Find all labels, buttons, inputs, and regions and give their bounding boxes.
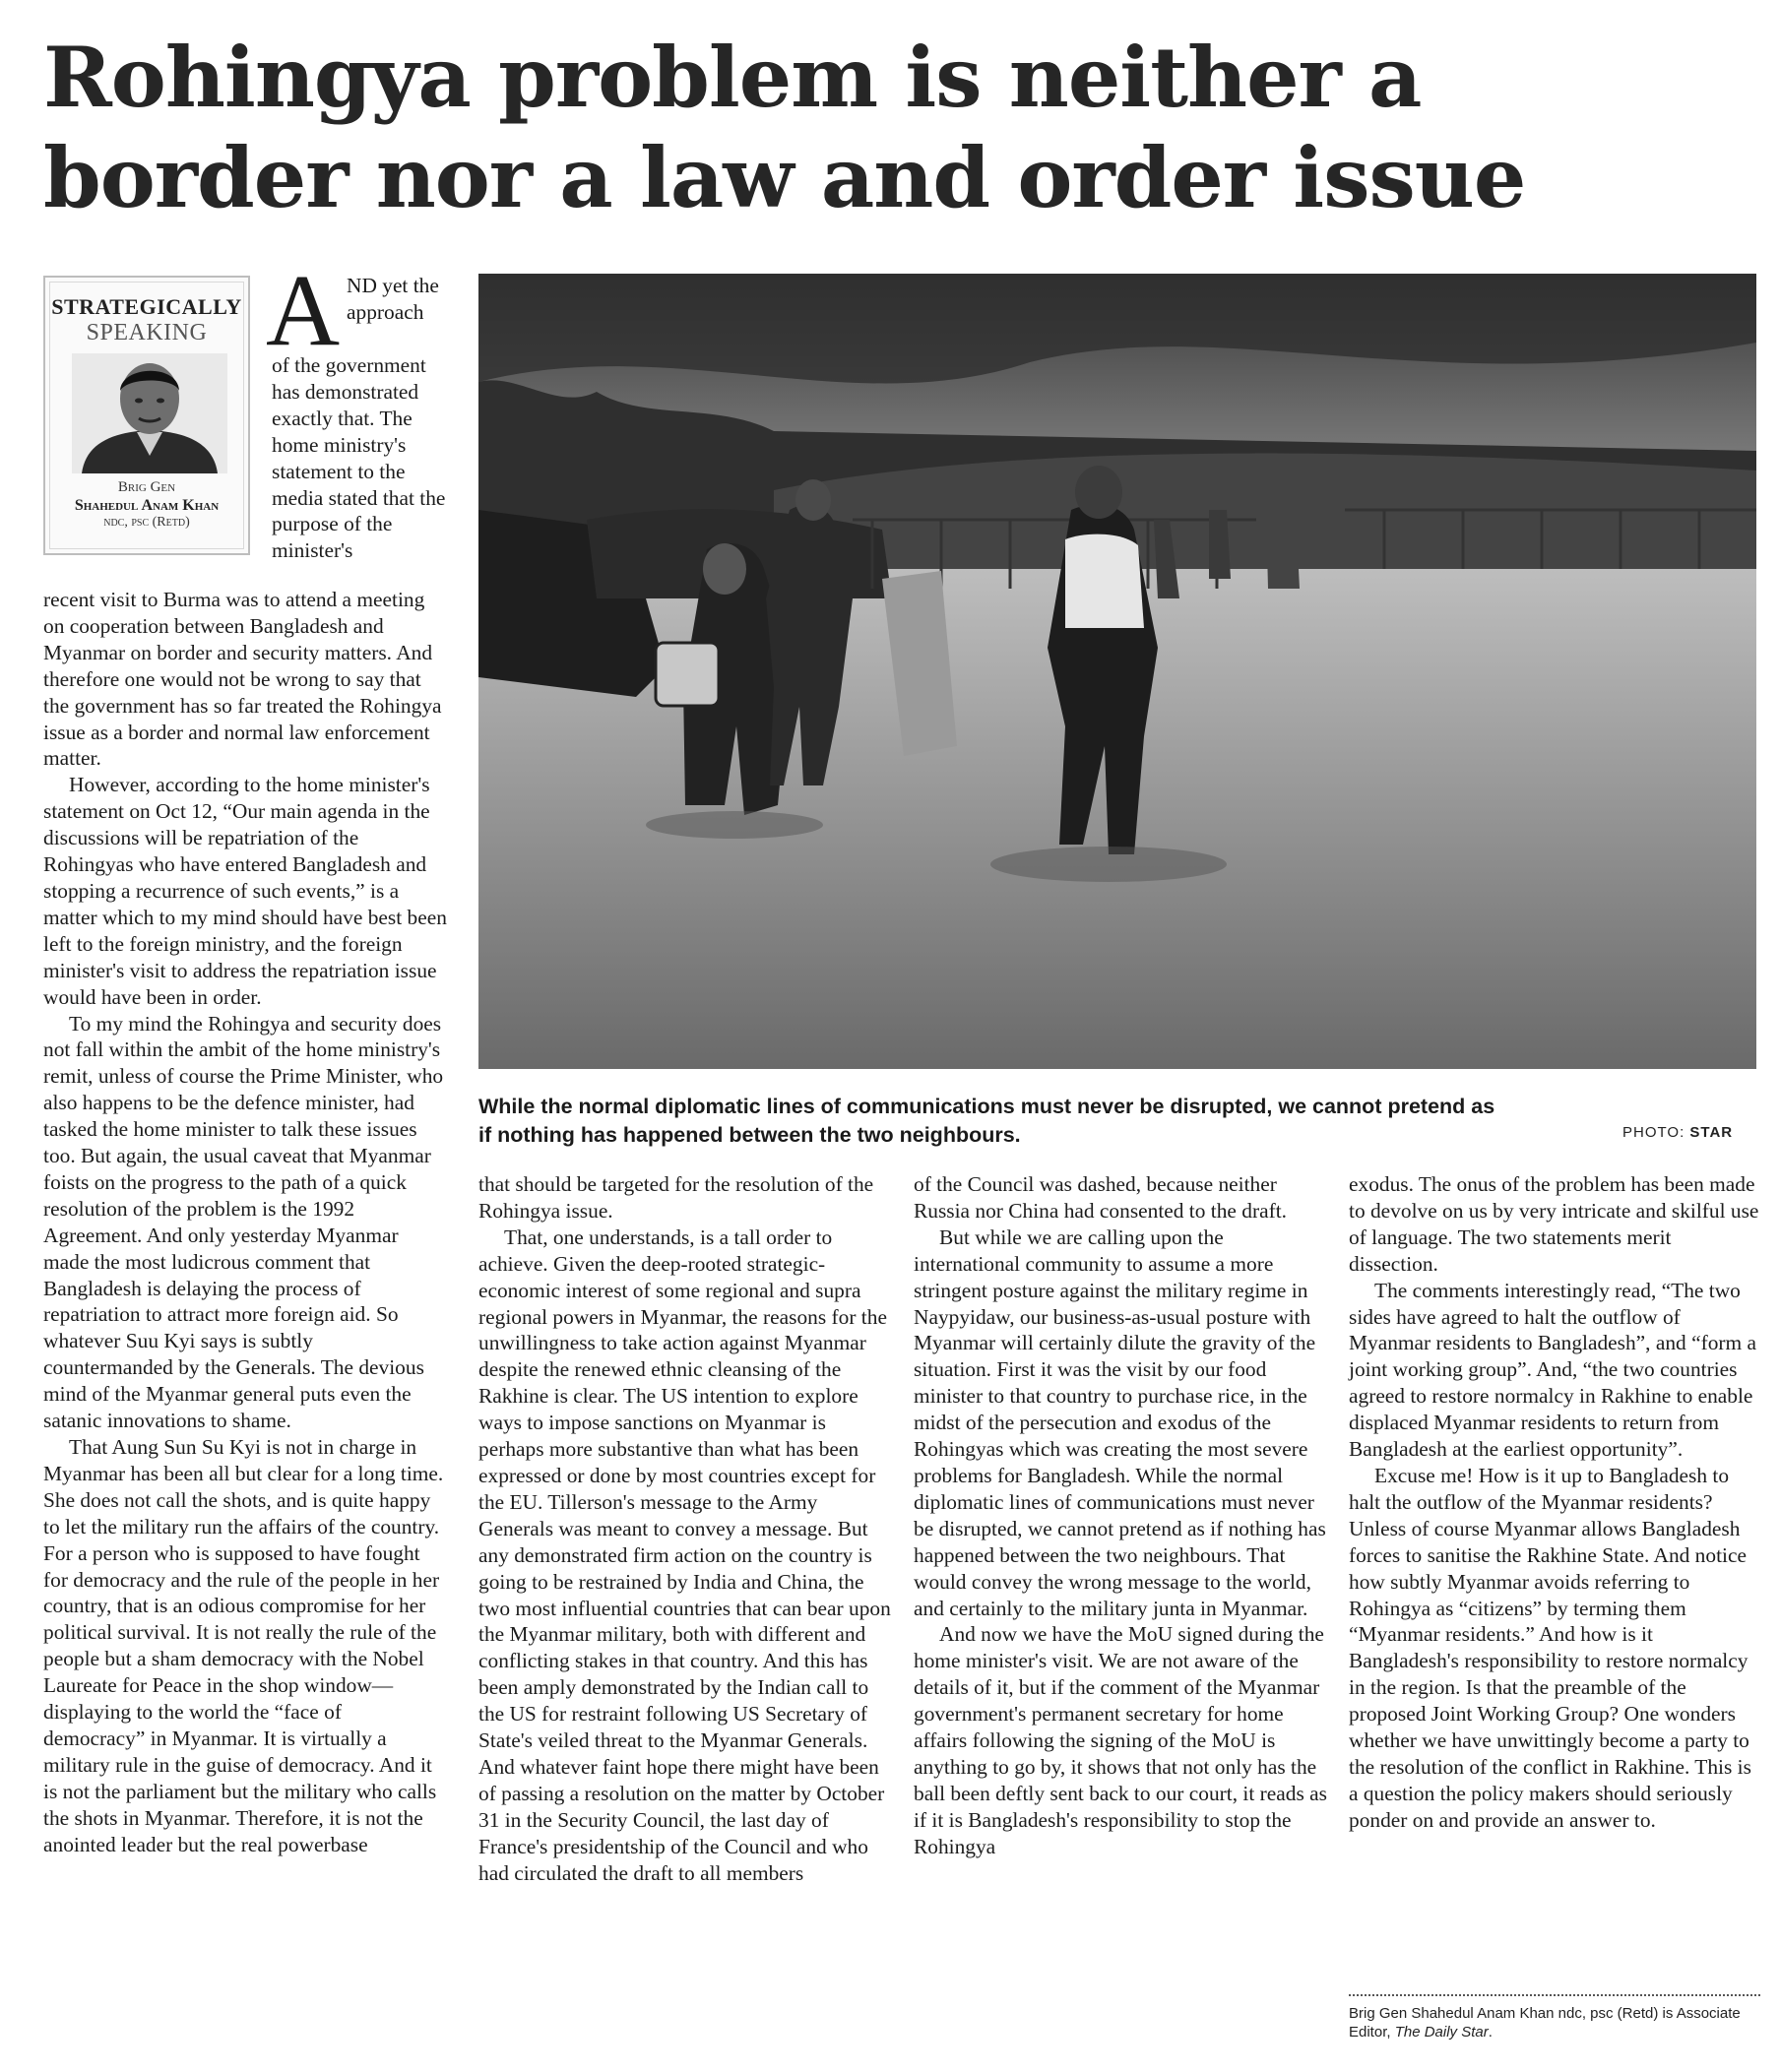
drop-cap: A — [266, 254, 341, 367]
photo-credit-label: PHOTO: — [1622, 1124, 1685, 1141]
headline — [43, 28, 1756, 228]
paragraph-1-rest: recent visit to Burma was to attend a meeting on cooperation between Bangladesh and Myanmar on border and security matters. And therefore one would not be wrong to say that the government has so far treated the Rohingya issue as a border and normal law enforcement matter. — [43, 588, 442, 771]
opening-narrow-text — [272, 352, 449, 564]
headline-line-1: Rohingya problem is neither a — [43, 29, 1422, 126]
paragraph-5: That, one understands, is a tall order to achieve. Given the deep-rooted strategic-economic interest of some regional and supra regional powers in Myanmar, the reasons for the unwillingness to take action against Myanmar despite the renewed ethnic cleansing of the Rakhine is clear. The US intention to explore ways to impose sanctions on Myanmar is perhaps more substantive than what has been expressed or done by most countries except for the EU. Tillerson's message to the Army Generals was meant to convey a message. But any demonstrated firm action on the country is going to be restrained by India and China, the two most influential countries that can bear upon the Myanmar military, both with different and conflicting stakes in that country. And this has been amply demonstrated by the Indian call to the US for restraint following US Secretary of State's veiled threat to the Myanmar Generals. And whatever faint hope there might have been of passing a resolution on the matter by October 31 in the Security Council, the last day of France's presidentship of the Council and who had circulated the draft to all members — [478, 1224, 891, 1885]
paragraph-7-continued: exodus. The onus of the problem has been made to devolve on us by very intricate and skilful use of language. The two statements merit dissection. — [1349, 1172, 1759, 1276]
paragraph-4-continued: that should be targeted for the resolution of the Rohingya issue. — [478, 1172, 874, 1223]
author-footnote — [1349, 2004, 1762, 2041]
photo-credit-source: STAR — [1689, 1124, 1734, 1141]
photo-caption: While the normal diplomatic lines of communications must never be disrupted, we cannot pretend as if nothing has happened between the two neighbours. — [478, 1095, 1495, 1147]
paragraph-8: The comments interestingly read, “The two sides have agreed to halt the outflow of Myanmar residents to Bangladesh”, and “form a joint working group”. And, “the two countries agreed to restore normalcy in Rakhine to enable displaced Myanmar residents to return from Bangladesh at the earliest opportunity”. — [1349, 1278, 1757, 1462]
author-portrait-icon — [72, 353, 227, 473]
author-name: Shahedul Anam Khan — [74, 497, 220, 514]
footer-divider — [1349, 1994, 1760, 1996]
publication-name: The Daily Star — [1394, 2024, 1489, 2041]
paragraph-2: However, according to the home minister's statement on Oct 12, “Our main agenda in the discussions will be repatriation of the Rohingyas who have entered Bangladesh and stopping a recurrence of such events,” is a matter which to my mind should have best been left to the foreign ministry, and the foreign minister's visit to address the repatriation issue would have been in order. — [43, 773, 447, 1009]
column-kicker-line-2: SPEAKING — [86, 320, 208, 345]
column-byline-box — [43, 276, 250, 555]
paragraph-4: That Aung Sun Su Kyi is not in charge in Myanmar has been all but clear for a long time. She does not call the shots, and is quite happy to let the military run the affairs of the country. For a person who is supposed to have fought for democracy and the rule of the people in her country, that is an odious compromise for her political survival. It is not really the rule of the people but a sham democracy with the Nobel Laureate for Peace in the shop window—displaying to the world the “face of democracy” in Myanmar. It is virtually a military rule in the guise of democracy. And it is not the parliament but the military who calls the shots in Myanmar. Therefore, it is not the anointed leader but the real powerbase — [43, 1435, 444, 1856]
column-kicker-line-1: STRATEGICALLY — [51, 294, 242, 319]
author-footnote-text: Brig Gen Shahedul Anam Khan ndc, psc (Retd) is Associate Editor, — [1349, 2005, 1741, 2041]
opening-lead-text: ND yet the approach — [347, 274, 439, 324]
paragraph-5-continued: of the Council was dashed, because neither Russia nor China had consented to the draft. — [914, 1172, 1288, 1223]
article-column-4 — [1349, 1171, 1762, 1834]
news-photo-flooded-camp-icon — [478, 274, 1756, 1069]
author-rank: Brig Gen — [117, 479, 176, 495]
paragraph-9: Excuse me! How is it up to Bangladesh to halt the outflow of the Myanmar residents? Unless of course Myanmar allows Bangladesh forces to sanitise the Rakhine State. And notice how subtly Myanmar avoids referring to Rohingya as “citizens” by terming them “Myanmar residents.” And how is it Bangladesh's responsibility to restore normalcy in the region. Is that the preamble of the proposed Joint Working Group? One wonders whether we have unwittingly become a party to the resolution of the conflict in Rakhine. This is a question the policy makers should seriously ponder on and provide an answer to. — [1349, 1463, 1751, 1832]
article-column-3 — [914, 1171, 1327, 1860]
author-credentials: ndc, psc (Retd) — [103, 515, 190, 530]
paragraph-3: To my mind the Rohingya and security does not fall within the ambit of the home ministry's remit, unless of course the Prime Minister, who also happens to be the defence minister, had tasked the home minister to talk these issues too. But again, the usual caveat that Myanmar foists on the progress to the path of a quick resolution of the problem is the 1992 Agreement. And only yesterday Myanmar made the most ludicrous comment that Bangladesh is delaying the process of repatriation to attract more foreign aid. So whatever Suu Kyi says is subtly countermanded by the Generals. The devious mind of the Myanmar general puts even the satanic innovations to shame. — [43, 1011, 444, 1433]
article-column-2 — [478, 1171, 892, 1886]
headline-line-2: border nor a law and order issue — [43, 129, 1526, 226]
photo-credit — [1622, 1124, 1733, 1141]
author-footnote-end: . — [1488, 2024, 1493, 2041]
paragraph-1-top: of the government has demonstrated exactly that. The home ministry's statement to the media stated that the purpose of the minister's — [272, 353, 446, 563]
article-column-1 — [43, 587, 447, 1858]
paragraph-7: And now we have the MoU signed during the home minister's visit. We are not aware of the details of it, but if the comment of the Myanmar government's permanent secretary for home affairs following the signing of the MoU is anything to go by, it shows that not only has the ball been deftly sent back to our court, it reads as if it is Bangladesh's responsibility to stop the Rohingya — [914, 1622, 1327, 1858]
byline-frame — [49, 282, 244, 549]
paragraph-6: But while we are calling upon the international community to assume a more stringent posture against the military regime in Naypyidaw, our business-as-usual posture with Myanmar will certainly dilute the gravity of the situation. First it was the visit by our food minister to that country to purchase rice, in the midst of the persecution and exodus of the Rohingyas which was creating the most severe problems for Bangladesh. While the normal diplomatic lines of communications must never be disrupted, we cannot pretend as if nothing has happened between the two neighbours. That would convey the wrong message to the world, and certainly to the military junta in Myanmar. — [914, 1224, 1326, 1620]
